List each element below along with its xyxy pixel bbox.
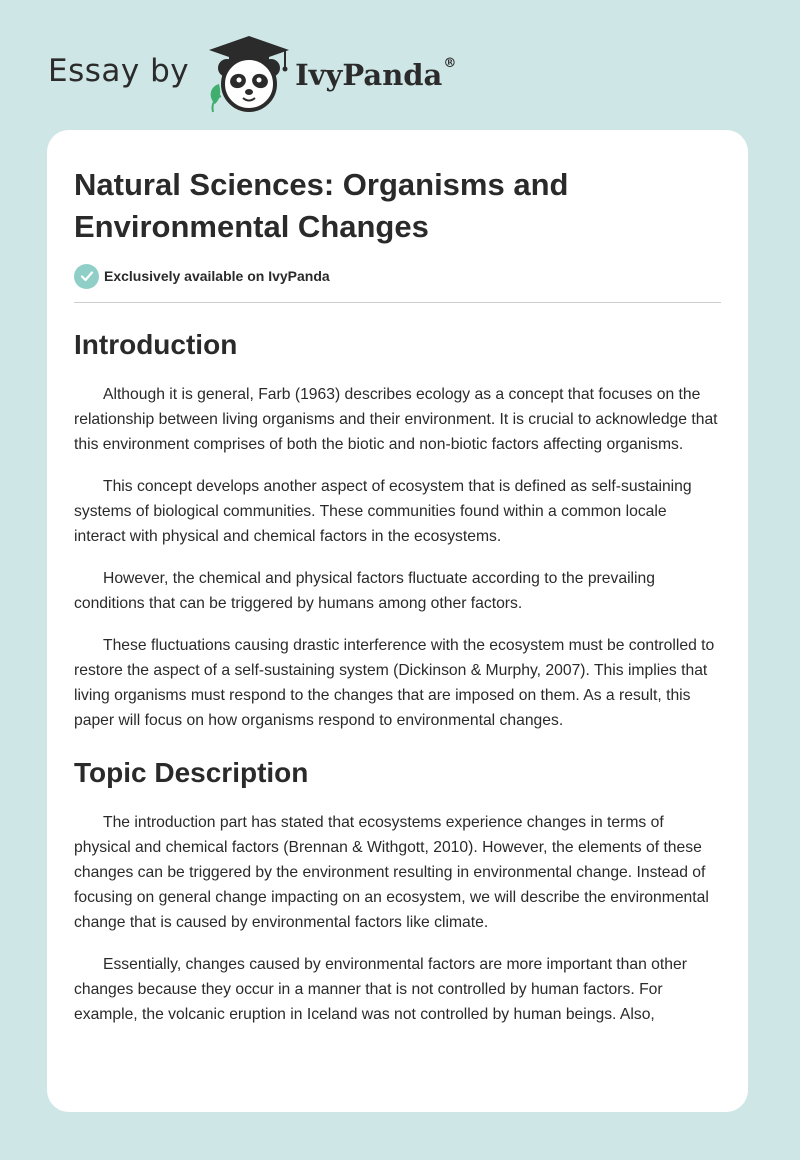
brand-name[interactable]: IvyPanda® [295,56,457,92]
exclusive-label: Exclusively available on IvyPanda [104,268,330,284]
brand-header [48,34,456,114]
article-card [47,130,748,1112]
brand-prefix: Essay by [48,53,190,89]
section-heading: Introduction [74,329,238,360]
divider [74,302,721,303]
registered-mark: ® [443,56,457,71]
paragraph: Although it is general, Farb (1963) describes ecology as a concept that focuses on the relationship between living organisms and their environment. It is crucial to acknowledge that this environment comprises of both the biotic and non-biotic factors affecting organisms. [74,386,718,453]
panda-graduate-icon [205,34,293,114]
paragraph: These fluctuations causing drastic interference with the ecosystem must be controlled to restore the aspect of a self-sustaining system (Dickinson & Murphy, 2007). This implies that living organisms must respond to the changes that are imposed on them. As a result, this paper will focus on how organisms respond to environmental changes. [74,637,715,729]
check-icon [74,264,99,289]
paragraph: Essentially, changes caused by environmental factors are more important than other changes because they occur in a manner that is not controlled by human factors. For example, the volcanic eruption in Iceland was not controlled by human beings. Also, [74,956,687,1023]
paragraph: The introduction part has stated that ecosystems experience changes in terms of physical and chemical factors (Brennan & Withgott, 2010). However, the elements of these changes can be triggered by the environment resulting in environmental change. Instead of focusing on general change impacting on an ecosystem, we will describe the environmental change that is caused by environmental factors like climate. [74,814,709,931]
paragraph: This concept develops another aspect of ecosystem that is defined as self-sustaining systems of biological communities. These communities found within a common locale interact with physical and chemical factors in the ecosystems. [74,478,692,545]
paragraph: However, the chemical and physical factors fluctuate according to the prevailing conditions that can be triggered by humans among other factors. [74,570,655,612]
article-title: Natural Sciences: Organisms and Environmental Changes [74,167,569,244]
exclusive-badge [74,262,721,290]
section-heading: Topic Description [74,757,309,788]
